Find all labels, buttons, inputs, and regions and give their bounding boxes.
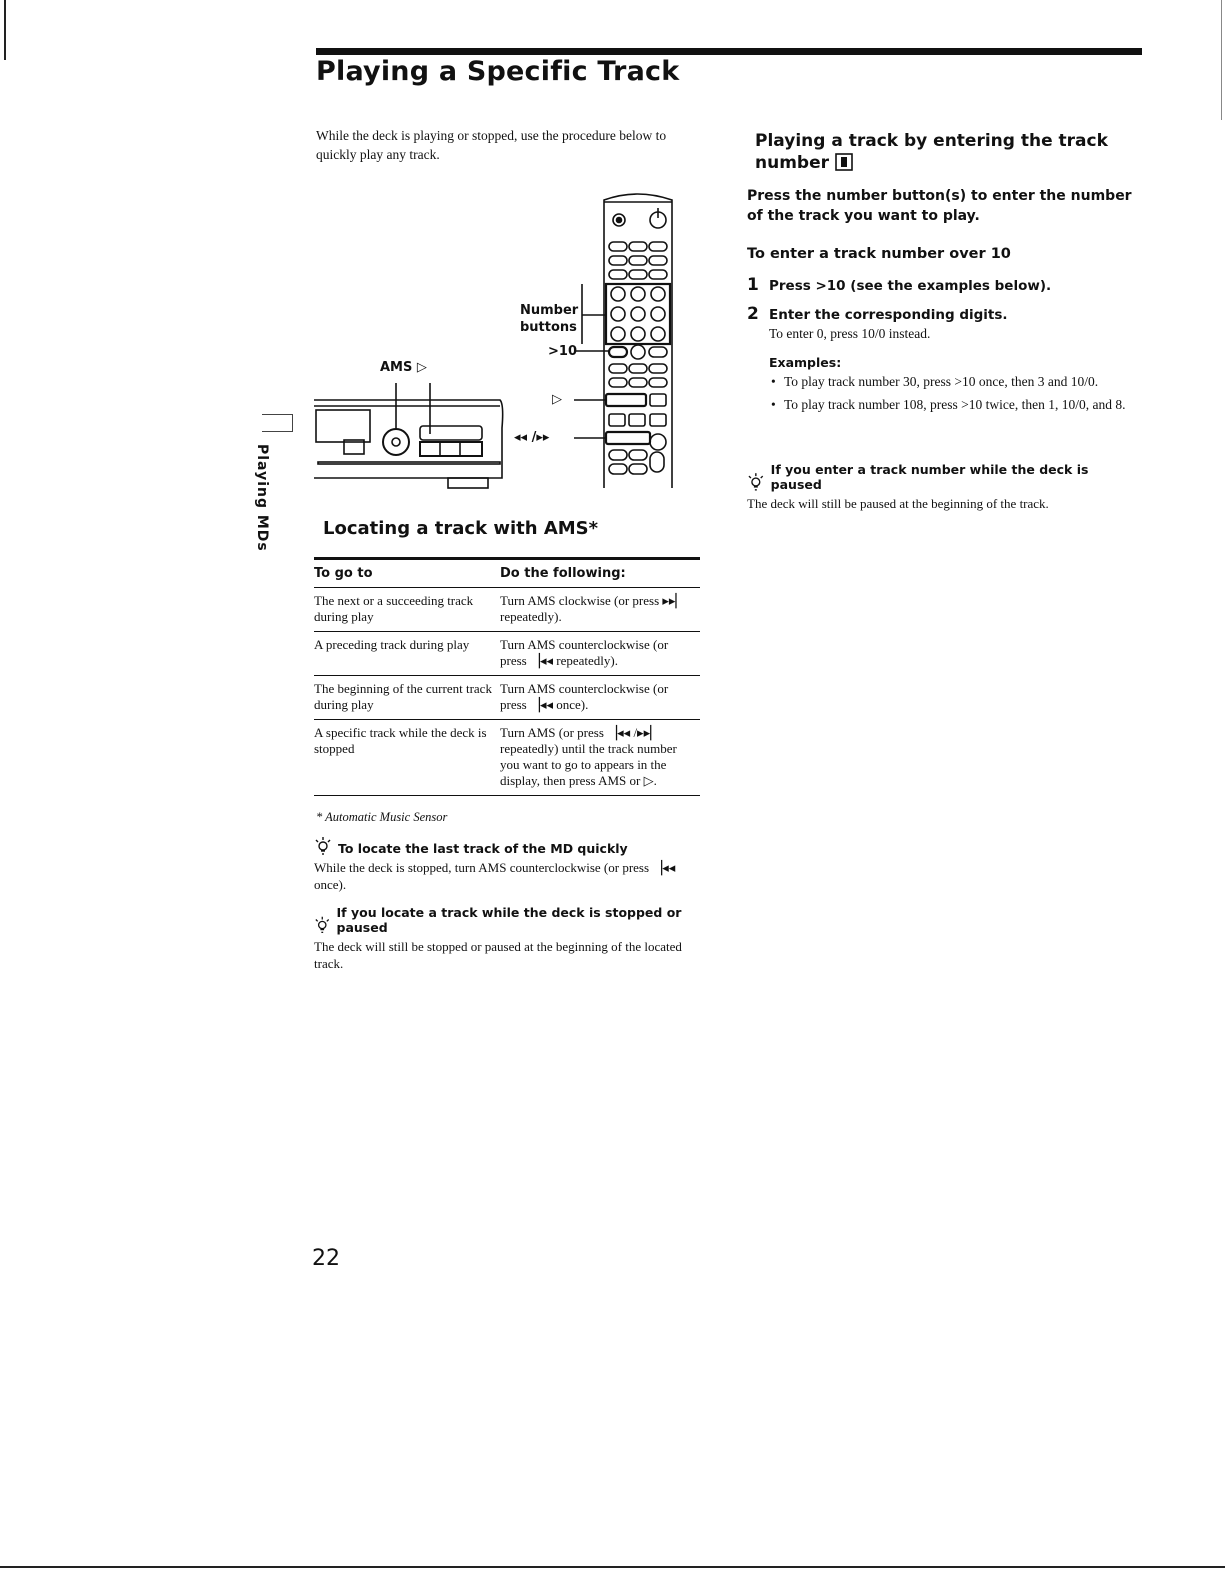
table-cell: A preceding track during play bbox=[314, 632, 500, 676]
right-subheading: To enter a track number over 10 bbox=[747, 246, 1011, 262]
ams-dial bbox=[383, 429, 409, 455]
label-gt10: >10 bbox=[548, 344, 577, 359]
lightbulb-icon bbox=[314, 836, 332, 856]
tip-title: If you enter a track number while the deck is paused bbox=[770, 462, 1089, 492]
tip-title: If you locate a track while the deck is stopped or paused bbox=[336, 905, 682, 935]
list-item: • To play track number 30, press >10 once, then 3 and 10/0. bbox=[771, 373, 1131, 390]
label-skip: ◂◂ /▸▸ bbox=[514, 430, 550, 445]
list-item: • To play track number 108, press >10 twice, then 1, 10/0, and 8. bbox=[771, 396, 1131, 413]
remote-play-button bbox=[606, 394, 646, 406]
page-number: 22 bbox=[312, 1246, 340, 1271]
examples-list bbox=[771, 373, 1131, 419]
table-row bbox=[314, 632, 700, 676]
number-pad-frame bbox=[606, 284, 670, 344]
scan-edge-left bbox=[4, 0, 6, 60]
ams-col-header-goto: To go to bbox=[314, 559, 500, 588]
number-pad-buttons bbox=[609, 287, 667, 359]
tip-body: While the deck is stopped, turn AMS counterclockwise (or press ▕◂◂ once). bbox=[314, 860, 676, 892]
deck-disc-slot bbox=[316, 410, 370, 442]
tip-last-track bbox=[314, 836, 704, 893]
step-note: To enter 0, press 10/0 instead. bbox=[769, 326, 931, 341]
lightbulb-icon bbox=[314, 915, 331, 935]
right-heading-text: Playing a track by entering the track number bbox=[755, 131, 1108, 173]
table-cell: Turn AMS (or press ▕◂◂ /▸▸▏ repeatedly) until the track number you want to go to appears in the display, then press AMS or ▷. bbox=[500, 720, 700, 796]
right-lead: Press the number button(s) to enter the number of the track you want to play. bbox=[747, 188, 1132, 224]
tip-stopped-paused bbox=[314, 905, 704, 972]
examples-heading: Examples: bbox=[769, 355, 842, 370]
deck-remote-illustration bbox=[312, 188, 692, 498]
step-text: Enter the corresponding digits. bbox=[769, 307, 1008, 323]
remote-badge-icon bbox=[835, 153, 853, 171]
label-ams: AMS ▷ bbox=[380, 360, 427, 375]
title-rule bbox=[316, 48, 1142, 55]
page-title: Playing a Specific Track bbox=[316, 56, 680, 87]
table-cell: Turn AMS counterclockwise (or press ▕◂◂ once). bbox=[500, 676, 700, 720]
footnote: * Automatic Music Sensor bbox=[316, 810, 448, 824]
ams-table bbox=[314, 557, 700, 796]
label-play: ▷ bbox=[552, 392, 562, 407]
section-tab bbox=[262, 414, 293, 432]
intro-text: While the deck is playing or stopped, use the procedure below to quickly play any track. bbox=[316, 128, 667, 162]
table-row bbox=[314, 720, 700, 796]
section-side-label: Playing MDs bbox=[254, 444, 270, 552]
step-text: Press >10 (see the examples below). bbox=[769, 278, 1052, 294]
step-number: 1 bbox=[747, 275, 759, 295]
tip-body: The deck will still be stopped or paused at the beginning of the located track. bbox=[314, 939, 682, 971]
ams-heading: Locating a track with AMS* bbox=[323, 518, 599, 539]
tip-title: To locate the last track of the MD quickly bbox=[338, 841, 628, 856]
tip-paused bbox=[747, 462, 1137, 512]
step-2 bbox=[747, 304, 1008, 324]
ams-col-header-do: Do the following: bbox=[500, 559, 700, 588]
label-number: Number bbox=[520, 303, 579, 318]
remote-skip-buttons bbox=[606, 432, 650, 444]
lightbulb-icon bbox=[747, 472, 765, 492]
right-heading bbox=[755, 130, 1115, 174]
remote-top-oval-buttons bbox=[609, 242, 667, 279]
step-number: 2 bbox=[747, 304, 759, 324]
table-cell: Turn AMS clockwise (or press ▸▸▏ repeatedly). bbox=[500, 588, 700, 632]
table-cell: A specific track while the deck is stopped bbox=[314, 720, 500, 796]
scan-edge-right bbox=[1221, 0, 1222, 120]
table-cell: The next or a succeeding track during play bbox=[314, 588, 500, 632]
table-row bbox=[314, 588, 700, 632]
step-1 bbox=[747, 275, 1051, 295]
ams-table-header-row bbox=[314, 559, 700, 588]
scan-edge-bottom bbox=[0, 1566, 1225, 1568]
label-buttons: buttons bbox=[520, 320, 577, 335]
table-cell: Turn AMS counterclockwise (or press ▕◂◂ repeatedly). bbox=[500, 632, 700, 676]
table-row bbox=[314, 676, 700, 720]
tip-body: The deck will still be paused at the beginning of the track. bbox=[747, 496, 1049, 511]
table-cell: The beginning of the current track during play bbox=[314, 676, 500, 720]
deck-remote-drawing bbox=[312, 188, 692, 498]
